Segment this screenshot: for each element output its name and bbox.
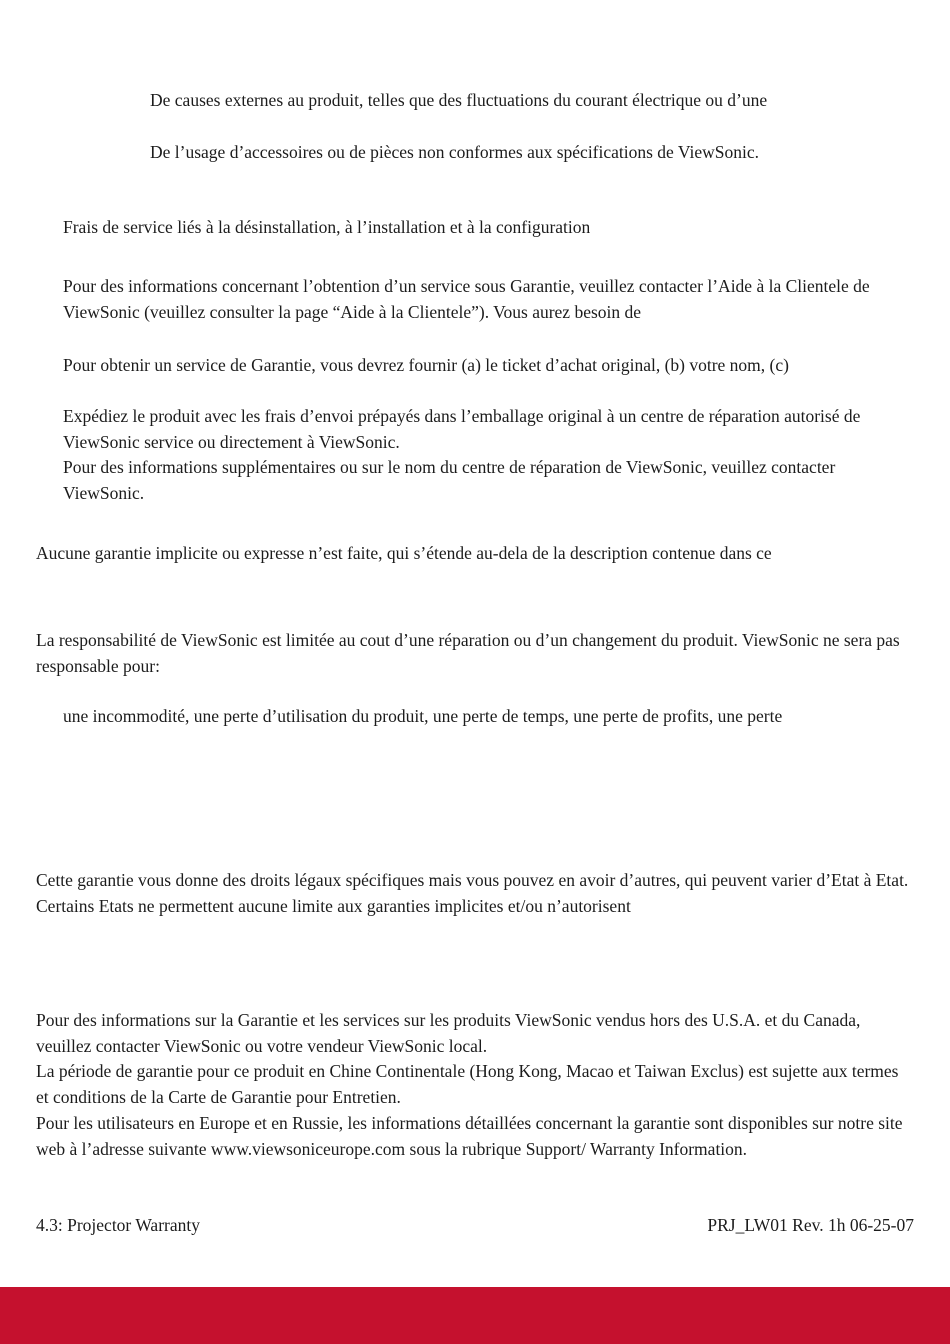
- paragraph: Frais de service liés à la désinstallation, à l’installation et à la configuration: [63, 216, 591, 237]
- page-bottom-band: [0, 1287, 950, 1344]
- paragraph: La responsabilité de ViewSonic est limitée au cout d’une réparation ou d’un changement du produit. ViewSonic ne sera pas responsable pour:: [36, 629, 900, 676]
- paragraph: Pour les utilisateurs en Europe et en Russie, les informations détaillées concernant la garantie sont disponibles sur notre site web à l’adresse suivante www.viewsoniceurope.com sous la rubrique Support/ Warranty Information.: [36, 1112, 903, 1159]
- footer-revision-label: PRJ_LW01 Rev. 1h 06-25-07: [707, 1215, 914, 1235]
- paragraph: Cette garantie vous donne des droits légaux spécifiques mais vous pouvez en avoir d’autres, qui peuvent varier d’Etat à Etat. Certains Etats ne permettent aucune limite aux garanties implicites et/ou n’autorisent: [36, 870, 909, 916]
- footer-section-label: 4.3: Projector Warranty: [36, 1215, 200, 1235]
- paragraph: De l’usage d’accessoires ou de pièces non conformes aux spécifications de ViewSonic.: [150, 141, 759, 162]
- page-footer: [36, 1213, 914, 1239]
- paragraph: Expédiez le produit avec les frais d’envoi prépayés dans l’emballage original à un centre de réparation autorisé de ViewSonic service ou directement à ViewSonic.: [63, 405, 861, 452]
- page-body: [36, 88, 914, 1163]
- paragraph: La période de garantie pour ce produit en Chine Continentale (Hong Kong, Macao et Taiwan Exclus) est sujette aux termes et conditions de la Carte de Garantie pour Entretien.: [36, 1061, 899, 1108]
- paragraph: De causes externes au produit, telles que des fluctuations du courant électrique ou d’une: [150, 90, 768, 110]
- paragraph: une incommodité, une perte d’utilisation du produit, une perte de temps, une perte de profits, une perte: [63, 706, 783, 727]
- paragraph: Pour des informations sur la Garantie et les services sur les produits ViewSonic vendus hors des U.S.A. et du Canada, veuillez contacter ViewSonic ou votre vendeur ViewSonic local.: [36, 1009, 861, 1056]
- paragraph: Pour des informations concernant l’obtention d’un service sous Garantie, veuillez contacter l’Aide à la Clientele de ViewSonic (veuillez consulter la page “Aide à la Clientele”). Vous aurez besoin de: [63, 276, 870, 323]
- paragraph: Pour obtenir un service de Garantie, vous devrez fournir (a) le ticket d’achat original, (b) votre nom, (c): [63, 354, 789, 375]
- paragraph: Pour des informations supplémentaires ou sur le nom du centre de réparation de ViewSonic, veuillez contacter ViewSonic.: [63, 457, 836, 504]
- paragraph: Aucune garantie implicite ou expresse n’est faite, qui s’étende au-dela de la description contenue dans ce: [36, 542, 772, 563]
